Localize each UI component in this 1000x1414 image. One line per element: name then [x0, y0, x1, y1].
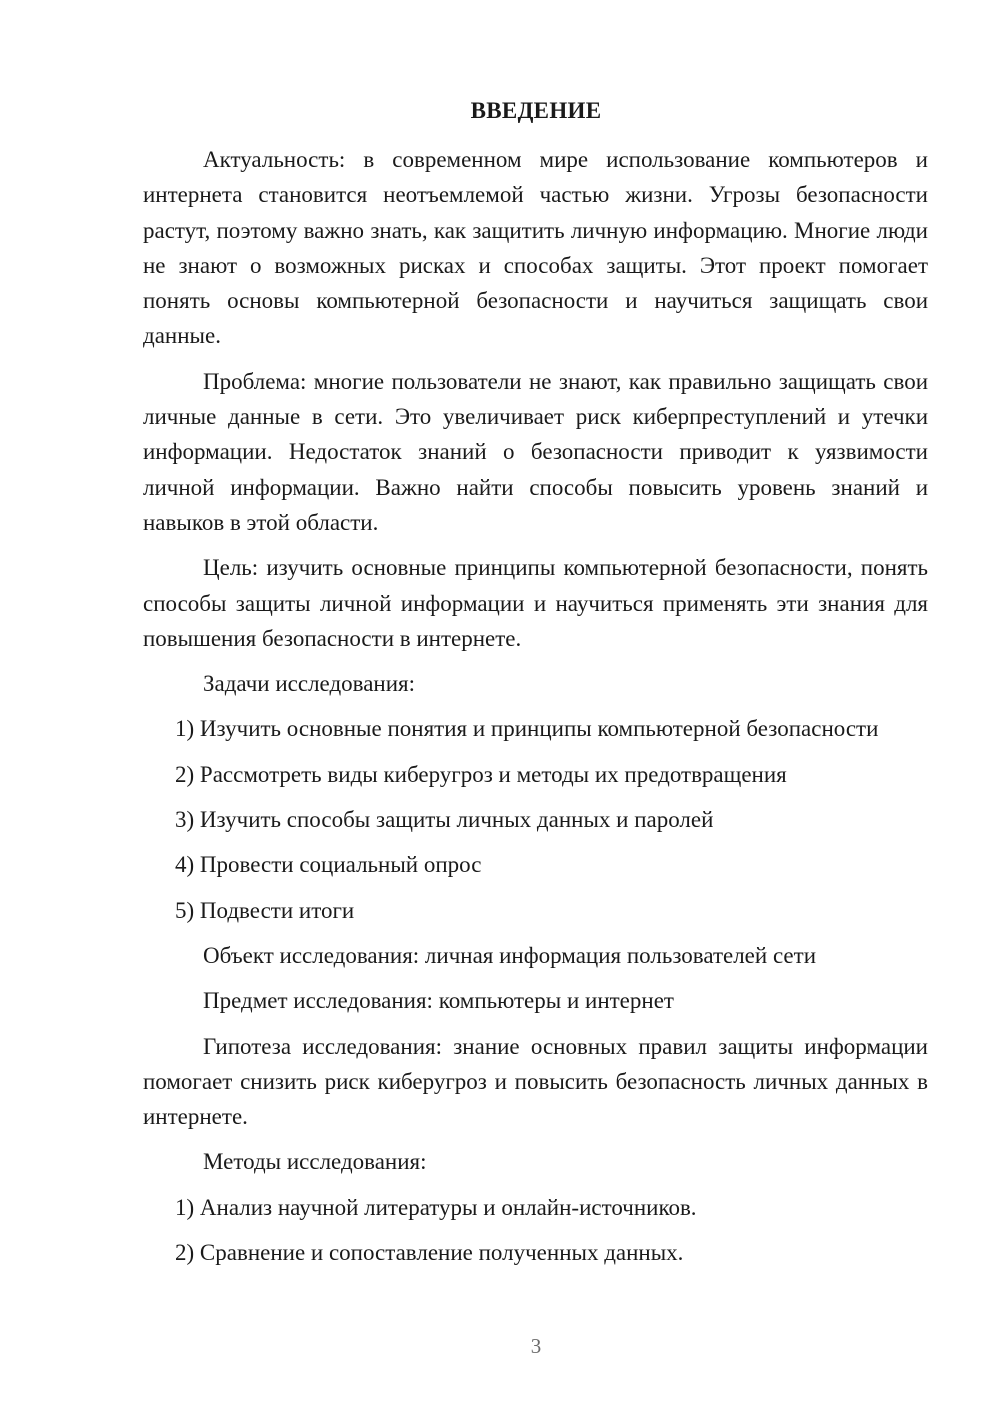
list-item-task-3: 3) Изучить способы защиты личных данных и паролей	[175, 807, 714, 833]
paragraph-problem: Проблема: многие пользователи не знают, как правильно защищать свои личные данные в сети. Это увеличивает риск киберпреступлений и утечки информации. Недостаток знаний о безопасности приводит к уязвимости личной информации. Важно найти способы повысить уровень знаний и навыков в этой области.	[143, 368, 928, 535]
methods-heading: Методы исследования:	[203, 1149, 427, 1175]
paragraph-goal: Цель: изучить основные принципы компьютерной безопасности, понять способы защиты личной информации и научиться применять эти знания для повышения безопасности в интернете.	[143, 555, 928, 651]
document-body	[143, 142, 928, 1270]
list-item-task-1: 1) Изучить основные понятия и принципы компьютерной безопасности	[175, 716, 879, 742]
list-item-method-2: 2) Сравнение и сопоставление полученных данных.	[175, 1240, 684, 1266]
list-item-method-1: 1) Анализ научной литературы и онлайн-источников.	[175, 1194, 697, 1220]
page-number: 3	[530, 1334, 542, 1358]
paragraph-subject: Предмет исследования: компьютеры и интернет	[203, 988, 674, 1014]
paragraph-relevance: Актуальность: в современном мире использование компьютеров и интернета становится неотъемлемой частью жизни. Угрозы безопасности растут, поэтому важно знать, как защитить личную информацию. Многие люди не знают о возможных рисках и способах защиты. Этот проект помогает понять основы компьютерной безопасности и научиться защищать свои данные.	[143, 147, 928, 349]
list-item-task-5: 5) Подвести итоги	[175, 897, 355, 923]
tasks-heading: Задачи исследования:	[203, 671, 416, 697]
paragraph-hypothesis: Гипотеза исследования: знание основных правил защиты информации помогает снизить риск киберугроз и повысить безопасность личных данных в интернете.	[143, 1033, 928, 1130]
list-item-task-4: 4) Провести социальный опрос	[175, 852, 482, 878]
list-item-task-2: 2) Рассмотреть виды киберугроз и методы их предотвращения	[175, 761, 787, 787]
page-title: ВВЕДЕНИЕ	[470, 98, 602, 123]
paragraph-object: Объект исследования: личная информация пользователей сети	[203, 942, 817, 968]
